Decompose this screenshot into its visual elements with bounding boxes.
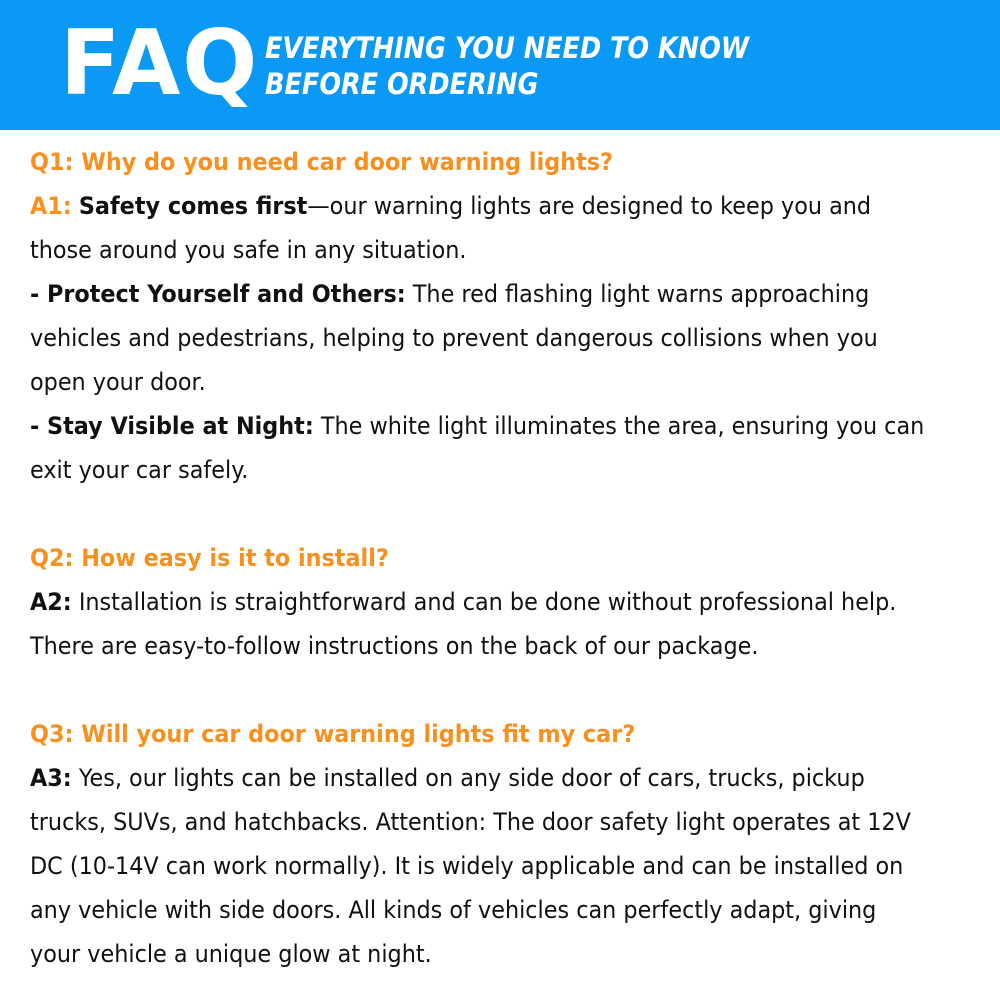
faq-subtitle-line-1: EVERYTHING YOU NEED TO KNOW	[265, 31, 749, 65]
bullet-protect-text-1: The red flashing light warns approaching	[405, 280, 870, 308]
answer-3-text-1: Yes, our lights can be installed on any side door of cars, trucks, pickup	[71, 764, 865, 792]
answer-2-line-2: There are easy-to-follow instructions on the back of our package.	[30, 632, 759, 660]
answer-1-text-1: —our warning lights are designed to keep you and	[307, 192, 872, 220]
faq-item-3	[30, 712, 980, 976]
bullet-protect-line-2: vehicles and pedestrians, helping to prevent dangerous collisions when you	[30, 324, 878, 352]
faq-header-banner	[0, 0, 1000, 130]
bullet-visible-line-2: exit your car safely.	[30, 456, 249, 484]
bullet-visible-text-1: The white light illuminates the area, ensuring you can	[313, 412, 925, 440]
answer-3-line-2: trucks, SUVs, and hatchbacks. Attention: The door safety light operates at 12V	[30, 808, 911, 836]
answer-3-label: A3:	[30, 764, 72, 792]
spacer	[30, 492, 980, 536]
question-3: Q3: Will your car door warning lights fit my car?	[30, 720, 636, 748]
question-2: Q2: How easy is it to install?	[30, 544, 389, 572]
faq-title: FAQ	[60, 11, 260, 116]
bullet-visible-label: - Stay Visible at Night:	[30, 412, 314, 440]
answer-1-label: A1:	[30, 192, 72, 220]
answer-1-line-1	[30, 184, 914, 228]
answer-3-line-4: any vehicle with side doors. All kinds of vehicles can perfectly adapt, giving	[30, 896, 877, 924]
bullet-protect-line-1	[30, 272, 914, 316]
faq-content	[30, 140, 980, 976]
answer-2-line-1	[30, 580, 914, 624]
faq-subtitle	[265, 30, 749, 102]
answer-3-line-1	[30, 756, 914, 800]
bullet-protect-line-3: open your door.	[30, 368, 206, 396]
answer-2-label: A2:	[30, 588, 72, 616]
question-1: Q1: Why do you need car door warning lights?	[30, 148, 614, 176]
faq-item-2	[30, 536, 980, 668]
bullet-protect-label: - Protect Yourself and Others:	[30, 280, 406, 308]
answer-3-line-5: your vehicle a unique glow at night.	[30, 940, 432, 968]
faq-item-1	[30, 140, 980, 492]
bullet-visible-line-1	[30, 404, 925, 448]
answer-1-lead: Safety comes first	[78, 192, 308, 220]
answer-3-line-3: DC (10-14V can work normally). It is widely applicable and can be installed on	[30, 852, 904, 880]
answer-1-line-2: those around you safe in any situation.	[30, 236, 467, 264]
answer-2-text-1: Installation is straightforward and can be done without professional help.	[71, 588, 897, 616]
faq-subtitle-line-2: BEFORE ORDERING	[265, 67, 539, 101]
spacer	[30, 668, 980, 712]
